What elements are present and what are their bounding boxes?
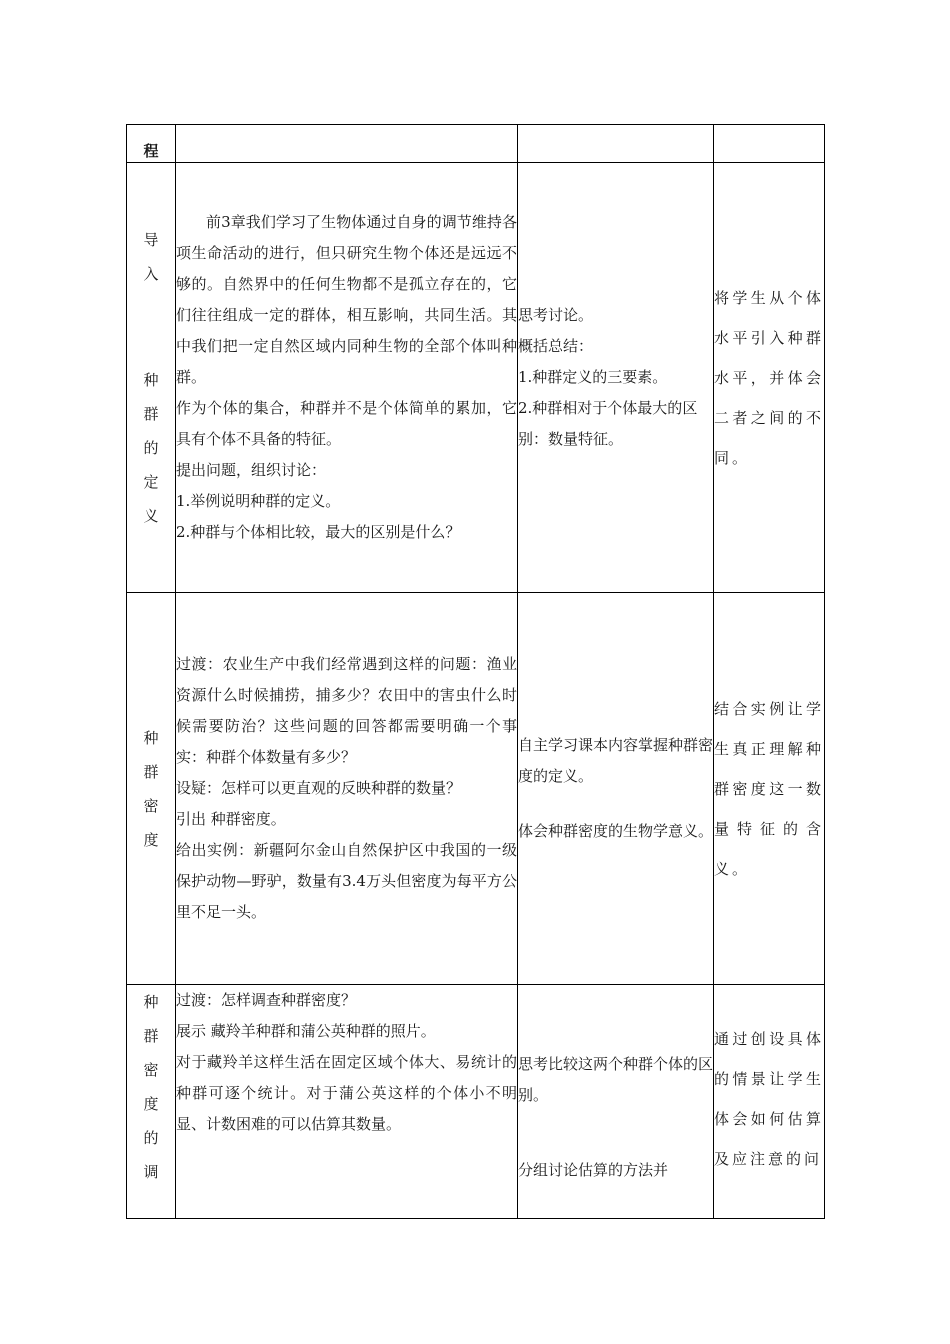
student-cell [518, 125, 714, 163]
design-intent-cell [714, 593, 825, 985]
phase-char: 入 [143, 264, 159, 283]
paragraph: 提出问题，组织讨论： [176, 461, 327, 479]
table-row [127, 985, 825, 1219]
paragraph: 前3章我们学习了生物体通过自身的调节维持各项生命活动的进行，但只研究生物个体还是远远不够的。自然界中的任何生物都不是孤立存在的，它们往往组成一定的群体，相互影响，共同生活。其中我们把一定自然区域内同种生物的全部个体叫种群。 [176, 213, 517, 386]
content-cell [176, 125, 518, 163]
phase-char: 密 [143, 1061, 159, 1079]
paragraph: 分组讨论估算的方法并 [518, 1161, 669, 1179]
paragraph: 思考讨论。 [518, 306, 594, 324]
paragraph: 展示 藏羚羊种群和蒲公英种群的照片。 [176, 1022, 436, 1040]
teacher-activity-cell [176, 593, 518, 985]
phase-cell [127, 163, 176, 593]
phase-cell [127, 125, 176, 163]
paragraph: 1.种群定义的三要素。 [518, 368, 668, 386]
phase-char: 种 [143, 993, 159, 1011]
paragraph: 对于藏羚羊这样生活在固定区域个体大、易统计的种群可逐个统计。对于蒲公英这样的个体小不明显、计数困难的可以估算其数量。 [176, 1053, 517, 1133]
table-row [127, 593, 825, 985]
lesson-plan-table [126, 124, 825, 1219]
phase-char: 度 [143, 830, 159, 849]
paragraph: 2.种群相对于个体最大的区别：数量特征。 [518, 399, 698, 448]
phase-char: 导 [143, 230, 159, 249]
phase-char: 的 [143, 438, 159, 457]
paragraph: 给出实例：新疆阿尔金山自然保护区中我国的一级保护动物—野驴，数量有3.4万头但密度为每平方公里不足一头。 [176, 841, 517, 921]
intent-cell [714, 125, 825, 163]
design-intent-cell [714, 985, 825, 1219]
paragraph: 2.种群与个体相比较，最大的区别是什么？ [176, 523, 461, 541]
phase-char: 度 [143, 1095, 159, 1113]
phase-char: 的 [143, 1129, 159, 1147]
paragraph: 作为个体的集合，种群并不是个体简单的累加，它具有个体不具备的特征。 [176, 399, 517, 448]
phase-char: 定 [143, 472, 159, 491]
paragraph: 设疑：怎样可以更直观的反映种群的数量？ [176, 779, 462, 797]
phase-char: 种 [143, 370, 159, 389]
paragraph: 引出 种群密度。 [176, 810, 286, 828]
phase-char: 种 [143, 728, 159, 747]
paragraph: 自主学习课本内容掌握种群密度的定义。 [518, 736, 714, 785]
paragraph: 思考比较这两个种群个体的区别。 [518, 1055, 714, 1104]
student-activity-cell [518, 163, 714, 593]
phase-char: 义 [143, 506, 159, 525]
paragraph: 将学生从个体水平引入种群水平，并体会二者之间的不同。 [714, 288, 824, 467]
paragraph: 体会种群密度的生物学意义。 [518, 822, 714, 840]
paragraph: 结合实例让学生真正理解种群密度这一数量特征的含义。 [714, 699, 824, 878]
student-activity-cell [518, 593, 714, 985]
phase-fragment: 程 [143, 142, 159, 160]
paragraph: 概括总结： [518, 337, 594, 355]
paragraph: 过渡：怎样调查种群密度？ [176, 991, 357, 1009]
phase-cell [127, 593, 176, 985]
phase-char: 群 [143, 404, 159, 423]
phase-cell [127, 985, 176, 1219]
table-row [127, 163, 825, 593]
phase-char: 调 [143, 1163, 159, 1181]
phase-char: 密 [143, 796, 159, 815]
student-activity-cell [518, 985, 714, 1219]
paragraph: 1.举例说明种群的定义。 [176, 492, 341, 510]
phase-char: 群 [143, 1027, 159, 1045]
design-intent-cell [714, 163, 825, 593]
paragraph: 过渡：农业生产中我们经常遇到这样的问题：渔业资源什么时候捕捞，捕多少？农田中的害虫什么时候需要防治？这些问题的回答都需要明确一个事实：种群个体数量有多少？ [176, 655, 517, 766]
table-row [127, 125, 825, 163]
paragraph: 通过创设具体的情景让学生体会如何估算及应注意的问 [714, 1030, 824, 1168]
teacher-activity-cell [176, 985, 518, 1219]
phase-char: 群 [143, 762, 159, 781]
teacher-activity-cell [176, 163, 518, 593]
